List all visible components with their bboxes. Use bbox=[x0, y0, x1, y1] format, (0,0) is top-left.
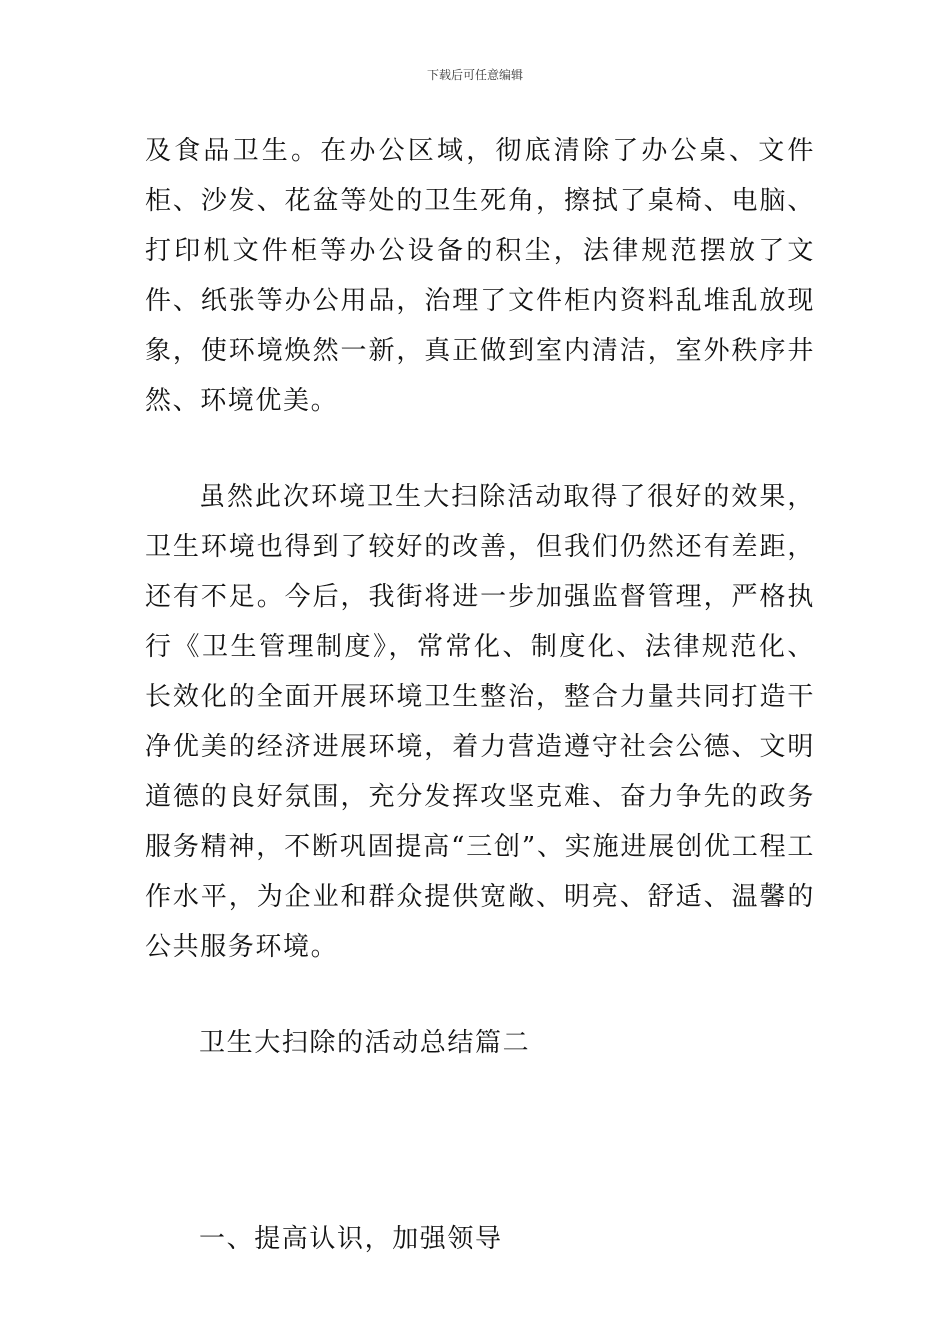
document-body bbox=[145, 126, 815, 1264]
page-header: 下载后可任意编辑 bbox=[426, 68, 523, 82]
paragraph-2: 虽然此次环境卫生大扫除活动取得了很好的效果，卫生环境也得到了较好的改善，但我们仍然还有差距，还有不足。今后，我街将进一步加强监督管理，严格执行《卫生管理制度》，常常化、制度化、法律规范化、长效化的全面开展环境卫生整治，整合力量共同打造干净优美的经济进展环境，着力营造遵守社会公德、文明道德的良好氛围，充分发挥攻坚克难、奋力争先的政务服务精神，不断巩固提高“三创”、实施进展创优工程工作水平，为企业和群众提供宽敞、明亮、舒适、温馨的公共服务环境。 bbox=[145, 482, 815, 962]
subsection-heading: 一、提高认识，加强领导 bbox=[199, 1224, 503, 1254]
paragraph-1: 及食品卫生。在办公区域，彻底清除了办公桌、文件柜、沙发、花盆等处的卫生死角，擦拭了桌椅、电脑、打印机文件柜等办公设备的积尘，法律规范摆放了文件、纸张等办公用品，治理了文件柜内资料乱堆乱放现象，使环境焕然一新，真正做到室内清洁，室外秩序井然、环境优美。 bbox=[145, 136, 815, 416]
section-title: 卫生大扫除的活动总结篇二 bbox=[199, 1028, 531, 1058]
